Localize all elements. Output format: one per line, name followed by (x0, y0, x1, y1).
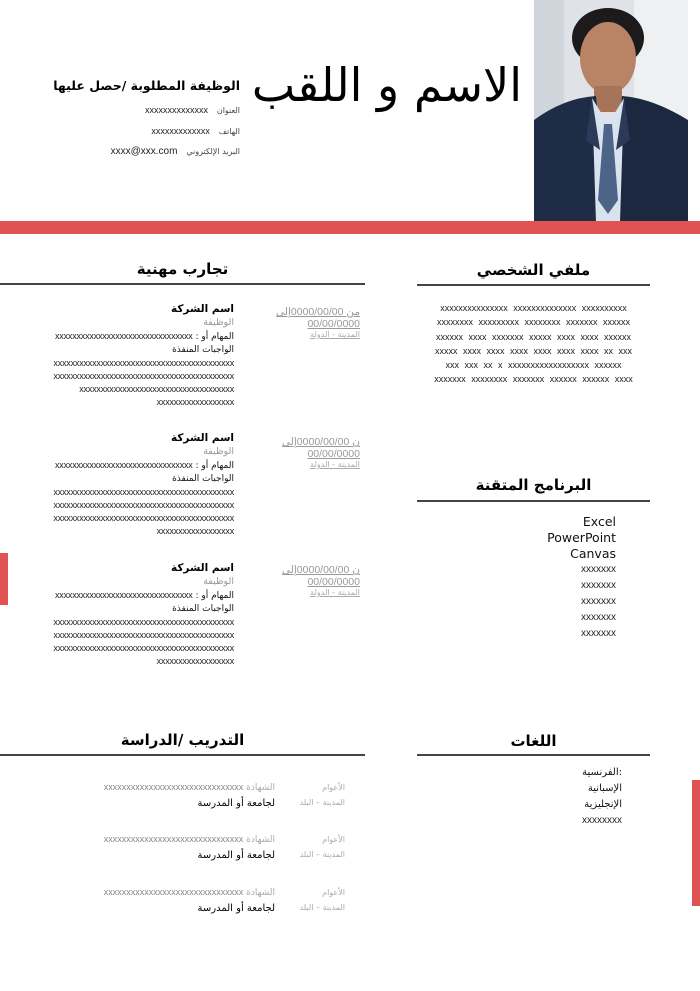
language-item: :الفرنسية (582, 767, 622, 778)
cert-label: الشهادة (246, 835, 275, 845)
job-title: الوظيفة المطلوبة /حصل عليها (53, 78, 240, 93)
software-placeholder: xxxxxxx (581, 612, 616, 623)
job-place: المدينة - الدولة (310, 330, 360, 339)
profile-line: xxxxxx xxxx xxxxxxx xxxxx xxxx xxxx xxxxxx (435, 331, 631, 342)
tasks-label: المهام أو : (195, 332, 234, 342)
date-from: ن 0000/00/00إلى (281, 436, 360, 448)
cert-value: xxxxxxxxxxxxxxxxxxxxxxxxxxxxxxx (103, 887, 244, 897)
job-place: المدينة - الدولة (310, 460, 360, 469)
tasks-value: xxxxxxxxxxxxxxxxxxxxxxxxxxxxxxxx (55, 590, 193, 600)
language-placeholder: xxxxxxxx (582, 815, 622, 826)
cert-label: الشهادة (246, 888, 275, 898)
duties-label: الواجبات المنفذة (172, 474, 234, 484)
education-city: المدينة – البلد (299, 903, 345, 912)
profile-text (417, 301, 650, 387)
cert-value: xxxxxxxxxxxxxxxxxxxxxxxxxxxxxxx (103, 834, 244, 844)
language-item: الإسبانية (587, 783, 622, 794)
duty-line: xxxxxxxxxxxxxxxxxxxxxxxxxxxxxxxxxxxxxxxxxx (53, 617, 234, 627)
languages-divider (417, 754, 650, 756)
experience-dates-1 (270, 306, 360, 339)
duty-line: xxxxxxxxxxxxxxxxxxxxxxxxxxxxxxxxxxxxxxxxxx (53, 643, 234, 653)
duty-line: xxxxxxxxxxxxxxxxxxxxxxxxxxxxxxxxxxxxxxxxxx (53, 630, 234, 640)
education-school: لجامعة أو المدرسة (197, 798, 275, 809)
tasks-line (0, 589, 234, 603)
education-title: التدريب /الدراسة (120, 731, 245, 749)
education-years: الأعوام (322, 888, 345, 897)
job-role: الوظيفة (203, 576, 234, 587)
tasks-line (0, 459, 234, 473)
education-city: المدينة – البلد (299, 850, 345, 859)
job-role: الوظيفة (203, 446, 234, 457)
duties-label: الواجبات المنفذة (172, 604, 234, 614)
software-item: PowerPoint (547, 530, 616, 545)
job-role: الوظيفة (203, 317, 234, 328)
cert-value: xxxxxxxxxxxxxxxxxxxxxxxxxxxxxxx (103, 782, 244, 792)
date-from: من 0000/00/00إلى (276, 306, 360, 318)
experience-item-3 (0, 561, 234, 668)
software-item: Canvas (570, 546, 616, 561)
person-photo-icon (534, 0, 688, 222)
duty-line: xxxxxxxxxxxxxxxxxxxxxxxxxxxxxxxxxxxxxxxxxx (53, 371, 234, 381)
profile-title: ملفي الشخصي (476, 261, 591, 279)
software-placeholder: xxxxxxx (581, 628, 616, 639)
languages-list (520, 765, 622, 829)
company-name: اسم الشركة (170, 303, 234, 315)
language-item: الإنجليزية (584, 799, 622, 810)
education-school: لجامعة أو المدرسة (197, 903, 275, 914)
software-title: البرنامج المتقنة (475, 476, 592, 494)
tasks-line (0, 330, 234, 344)
profile-line: xxxxxxx xxxxxxxx xxxxxxx xxxxxx xxxxxx xxxx (434, 374, 633, 385)
education-years: الأعوام (322, 783, 345, 792)
tasks-label: المهام أو : (195, 591, 234, 601)
education-certificate (40, 779, 275, 796)
date-to: 00/00/0000 (307, 576, 360, 588)
education-divider (0, 754, 365, 756)
email-line (53, 141, 240, 162)
duty-line: xxxxxxxxxxxxxxxxxx (156, 656, 234, 666)
software-placeholder: xxxxxxx (581, 564, 616, 575)
software-placeholder: xxxxxxx (581, 580, 616, 591)
contact-block (53, 78, 240, 162)
software-list (470, 514, 616, 642)
education-certificate (40, 831, 275, 848)
profile-line: xxxxxxxx xxxxxxxxx xxxxxxxx xxxxxxx xxxxxx (436, 317, 630, 328)
date-from: ن 0000/00/00إلى (281, 564, 360, 576)
education-item-3 (40, 884, 275, 916)
duty-line: xxxxxxxxxxxxxxxxxxxxxxxxxxxxxxxxxxxx (79, 384, 234, 394)
address-label: العنوان (216, 106, 240, 115)
education-item-1 (40, 779, 275, 811)
job-place: المدينة - الدولة (310, 588, 360, 597)
education-meta-3 (290, 885, 345, 915)
education-meta-2 (290, 832, 345, 862)
address-line (53, 99, 240, 120)
address-value: xxxxxxxxxxxxxx (144, 105, 208, 115)
experience-title: تجارب مهنية (136, 260, 229, 278)
company-name: اسم الشركة (170, 562, 234, 574)
date-to: 00/00/0000 (307, 448, 360, 460)
date-to: 00/00/0000 (307, 318, 360, 330)
phone-value: xxxxxxxxxxxxx (151, 126, 210, 136)
cert-label: الشهادة (246, 783, 275, 793)
software-divider (417, 500, 650, 502)
email-label: البريد الإلكتروني (186, 147, 240, 156)
profile-divider (417, 284, 650, 286)
duty-line: xxxxxxxxxxxxxxxxxxxxxxxxxxxxxxxxxxxxxxxxxx (53, 358, 234, 368)
experience-dates-3 (270, 564, 360, 597)
education-item-2 (40, 831, 275, 863)
tasks-value: xxxxxxxxxxxxxxxxxxxxxxxxxxxxxxxx (55, 331, 193, 341)
duty-line: xxxxxxxxxxxxxxxxxxxxxxxxxxxxxxxxxxxxxxxxxx (53, 513, 234, 523)
duty-line: xxxxxxxxxxxxxxxxxxxxxxxxxxxxxxxxxxxxxxxxxx (53, 500, 234, 510)
duty-line: xxxxxxxxxxxxxxxxxxxxxxxxxxxxxxxxxxxxxxxxxx (53, 487, 234, 497)
profile-line: xxxxxxxxxxxxxxx xxxxxxxxxxxxxx xxxxxxxxxx (440, 303, 627, 313)
experience-divider (0, 283, 365, 285)
accent-bar-right (692, 780, 700, 906)
candidate-name: الاسم و اللقب (251, 58, 522, 112)
software-placeholder: xxxxxxx (581, 596, 616, 607)
education-meta-1 (290, 780, 345, 810)
experience-item-2 (0, 431, 234, 538)
tasks-label: المهام أو : (195, 461, 234, 471)
duty-line: xxxxxxxxxxxxxxxxxx (156, 526, 234, 536)
duties-label: الواجبات المنفذة (172, 345, 234, 355)
accent-bar-left (0, 553, 8, 605)
email-value[interactable]: xxxx@xxx.com (110, 146, 178, 157)
accent-band (0, 221, 700, 234)
tasks-value: xxxxxxxxxxxxxxxxxxxxxxxxxxxxxxxx (55, 460, 193, 470)
profile-line: xxxxx xxxx xxxx xxxx xxxx xxxx xxxx xx xxx (434, 345, 632, 356)
education-city: المدينة – البلد (299, 798, 345, 807)
experience-dates-2 (270, 436, 360, 469)
languages-title: اللغات (510, 732, 557, 750)
experience-item-1 (0, 302, 234, 409)
duty-line: xxxxxxxxxxxxxxxxxx (156, 397, 234, 407)
phone-line (53, 120, 240, 141)
phone-label: الهاتف (218, 127, 240, 136)
profile-photo (534, 0, 688, 222)
education-certificate (40, 884, 275, 901)
education-school: لجامعة أو المدرسة (197, 850, 275, 861)
profile-line: xxx xxx xx x xxxxxxxxxxxxxxxxxx xxxxxx (445, 360, 622, 371)
education-years: الأعوام (322, 835, 345, 844)
software-item: Excel (582, 514, 616, 529)
company-name: اسم الشركة (170, 432, 234, 444)
